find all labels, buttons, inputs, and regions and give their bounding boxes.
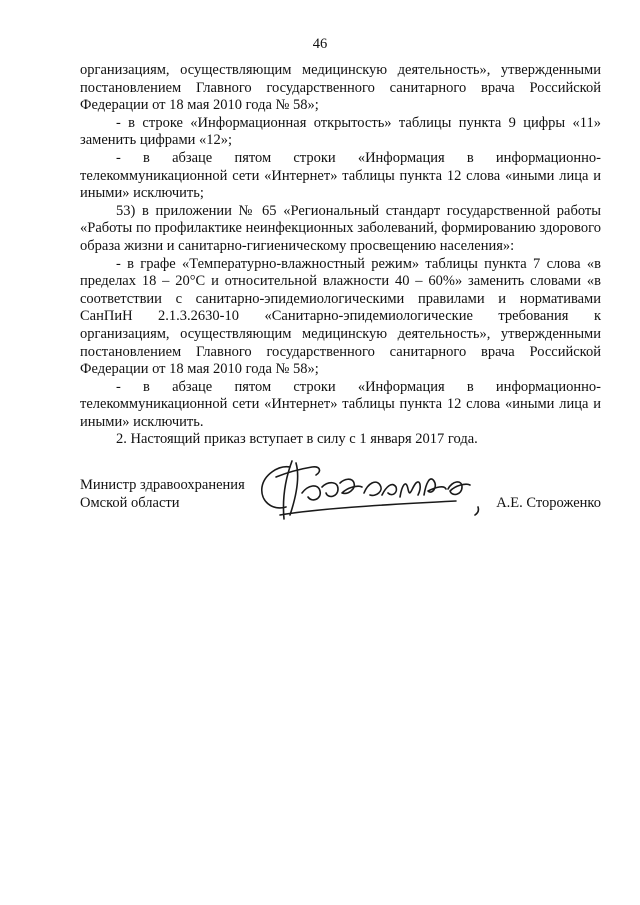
- paragraph: организациям, осуществляющим медицинскую деятельность», утвержденными постановлением Главного государственного санитарного врача Российской Федерации от 18 мая 2010 года № 58»;: [80, 62, 601, 114]
- paragraph: - в строке «Информационная открытость» таблицы пункта 9 цифры «11» заменить цифрами «12»;: [80, 114, 601, 149]
- handwritten-signature: [256, 457, 486, 527]
- signer-title-line: Омской области: [80, 494, 180, 511]
- signature-block: [80, 457, 601, 537]
- paragraph: 2. Настоящий приказ вступает в силу с 1 января 2017 года.: [116, 431, 478, 448]
- page-number: 46: [312, 36, 328, 52]
- paragraph: - в абзаце пятом строки «Информация в информационно-телекоммуникационной сети «Интернет» таблицы пункта 12 слова «иными лица и иными» исключить;: [80, 149, 601, 202]
- document-body: [80, 62, 601, 449]
- paragraph: - в абзаце пятом строки «Информация в информационно-телекоммуникационной сети «Интернет» таблицы пункта 12 слова «иными лица и иными» исключить.: [80, 378, 601, 430]
- signer-name: А.Е. Стороженко: [496, 495, 601, 511]
- paragraph: 53) в приложении № 65 «Региональный стандарт государственной работы «Работы по профилактике неинфекционных заболеваний, формированию здорового образа жизни и санитарно-гигиеническому просвещению населения»:: [80, 202, 601, 254]
- signer-title: [80, 477, 245, 512]
- signer-title-line: Министр здравоохранения: [80, 477, 245, 493]
- paragraph: - в графе «Температурно-влажностный режим» таблицы пункта 7 слова «в пределах 18 – 20°С и относительной влажности 40 – 60%» заменить словами «в соответствии с санитарно-эпидемиологическими правилами и нормативами СанПиН 2.1.3.2630-10 «Санитарно-эпидемиологические требования к организациям, осуществляющим медицинскую деятельность», утвержденными постановлением Главного государственного санитарного врача Российской Федерации от 18 мая 2010 года № 58»;: [80, 255, 601, 378]
